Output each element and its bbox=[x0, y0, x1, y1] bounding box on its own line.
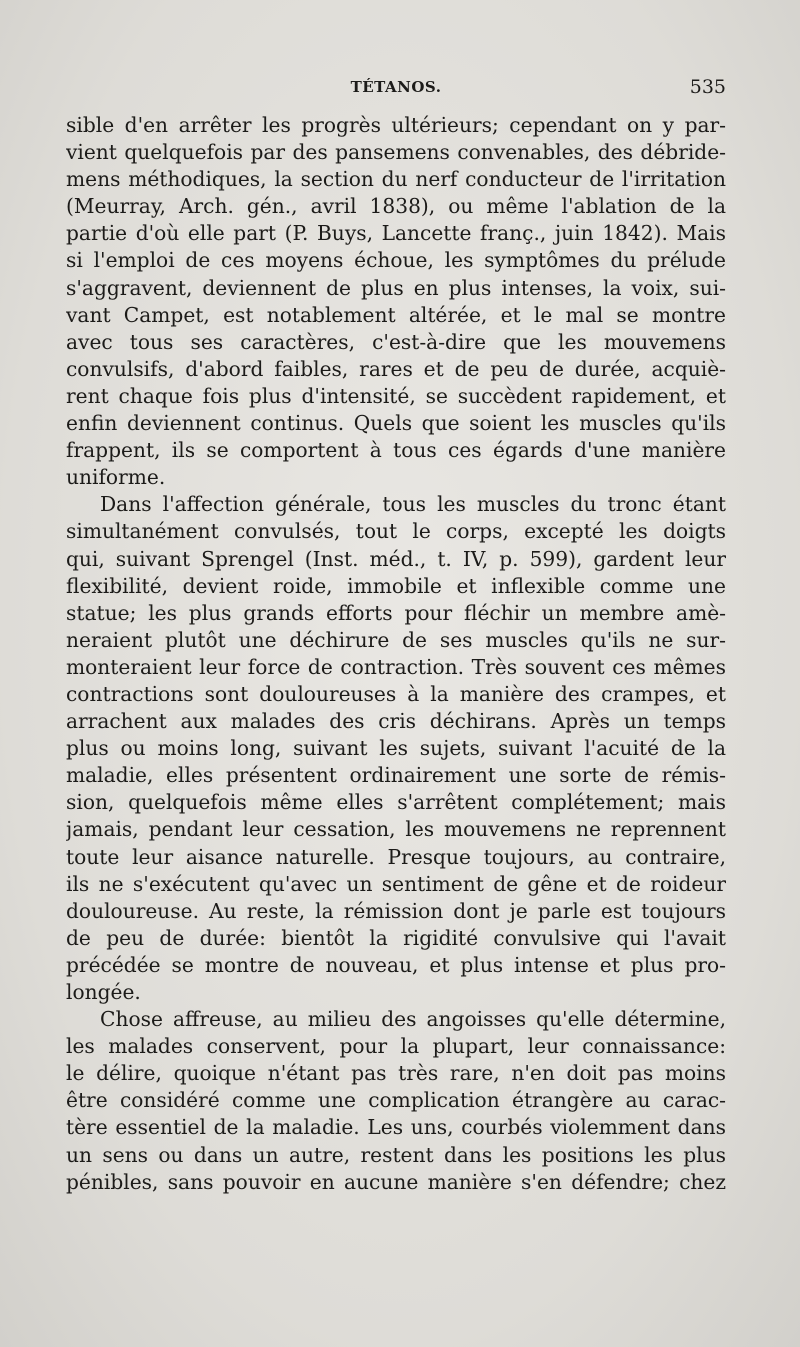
text-line: arrachent aux malades des cris déchirans. Après un temps bbox=[66, 709, 726, 734]
text-line: pénibles, sans pouvoir en aucune manière s'en défendre; chez bbox=[66, 1169, 726, 1194]
text-line: les malades conservent, pour la plupart, leur connaissance: bbox=[66, 1034, 726, 1059]
text-line: mens méthodiques, la section du nerf conducteur de l'irritation bbox=[66, 167, 726, 192]
text-line: qui, suivant Sprengel (Inst. méd., t. IV, p. 599), gardent leur bbox=[66, 546, 726, 571]
text-line: toute leur aisance naturelle. Presque toujours, au contraire, bbox=[66, 844, 726, 869]
text-line: frappent, ils se comportent à tous ces égards d'une manière bbox=[66, 438, 726, 463]
text-line: vant Campet, est notablement altérée, et le mal se montre bbox=[66, 302, 726, 327]
text-line: s'aggravent, deviennent de plus en plus intenses, la voix, sui- bbox=[66, 275, 726, 300]
text-line: sion, quelquefois même elles s'arrêtent complétement; mais bbox=[66, 790, 726, 815]
text-line: longée. bbox=[66, 980, 141, 1004]
text-line: ils ne s'exécutent qu'avec un sentiment de gêne et de roideur bbox=[66, 871, 726, 896]
text-line: tère essentiel de la maladie. Les uns, courbés violemment dans bbox=[66, 1115, 726, 1140]
text-line: contractions sont douloureuses à la manière des crampes, et bbox=[66, 681, 726, 706]
text-line: précédée se montre de nouveau, et plus intense et plus pro- bbox=[66, 952, 726, 977]
text-line: monteraient leur force de contraction. Très souvent ces mêmes bbox=[66, 654, 726, 679]
text-line: Chose affreuse, au milieu des angoisses qu'elle détermine, bbox=[100, 1007, 726, 1032]
body-text bbox=[66, 112, 726, 1196]
text-line: plus ou moins long, suivant les sujets, suivant l'acuité de la bbox=[66, 736, 726, 761]
text-line: de peu de durée: bientôt la rigidité convulsive qui l'avait bbox=[66, 925, 726, 950]
text-line: maladie, elles présentent ordinairement une sorte de rémis- bbox=[66, 763, 726, 788]
text-line: si l'emploi de ces moyens échoue, les symptômes du prélude bbox=[66, 248, 726, 273]
text-line: uniforme. bbox=[66, 465, 166, 490]
text-line: un sens ou dans un autre, restent dans les positions les plus bbox=[66, 1142, 726, 1167]
text-line: flexibilité, devient roide, immobile et inflexible comme une bbox=[66, 573, 726, 598]
text-line: Dans l'affection générale, tous les muscles du tronc étant bbox=[100, 492, 726, 517]
text-line: partie d'où elle part (P. Buys, Lancette franç., juin 1842). Mais bbox=[66, 221, 726, 246]
running-title: TÉTANOS. bbox=[350, 78, 442, 96]
text-line: le délire, quoique n'étant pas très rare, n'en doit pas moins bbox=[66, 1061, 726, 1086]
page-number: 535 bbox=[689, 76, 726, 98]
text-line: neraient plutôt une déchirure de ses muscles qu'ils ne sur- bbox=[66, 627, 726, 652]
text-line: douloureuse. Au reste, la rémission dont je parle est toujours bbox=[66, 898, 726, 923]
text-line: convulsifs, d'abord faibles, rares et de peu de durée, acquiè- bbox=[66, 356, 726, 381]
text-line: sible d'en arrêter les progrès ultérieurs; cependant on y par- bbox=[66, 113, 726, 137]
text-line: enfin deviennent continus. Quels que soient les muscles qu'ils bbox=[66, 411, 726, 436]
text-line: (Meurray, Arch. gén., avril 1838), ou même l'ablation de la bbox=[66, 194, 726, 219]
text-line: simultanément convulsés, tout le corps, excepté les doigts bbox=[66, 519, 726, 544]
text-line: avec tous ses caractères, c'est-à-dire que les mouvemens bbox=[66, 329, 726, 354]
text-line: jamais, pendant leur cessation, les mouvemens ne reprennent bbox=[66, 817, 726, 842]
text-line: être considéré comme une complication étrangère au carac- bbox=[66, 1088, 726, 1113]
text-line: vient quelquefois par des pansemens convenables, des débride- bbox=[66, 140, 726, 165]
text-line: rent chaque fois plus d'intensité, se succèdent rapidement, et bbox=[66, 383, 726, 408]
text-line: statue; les plus grands efforts pour fléchir un membre amè- bbox=[66, 600, 726, 625]
page-header bbox=[66, 78, 726, 104]
